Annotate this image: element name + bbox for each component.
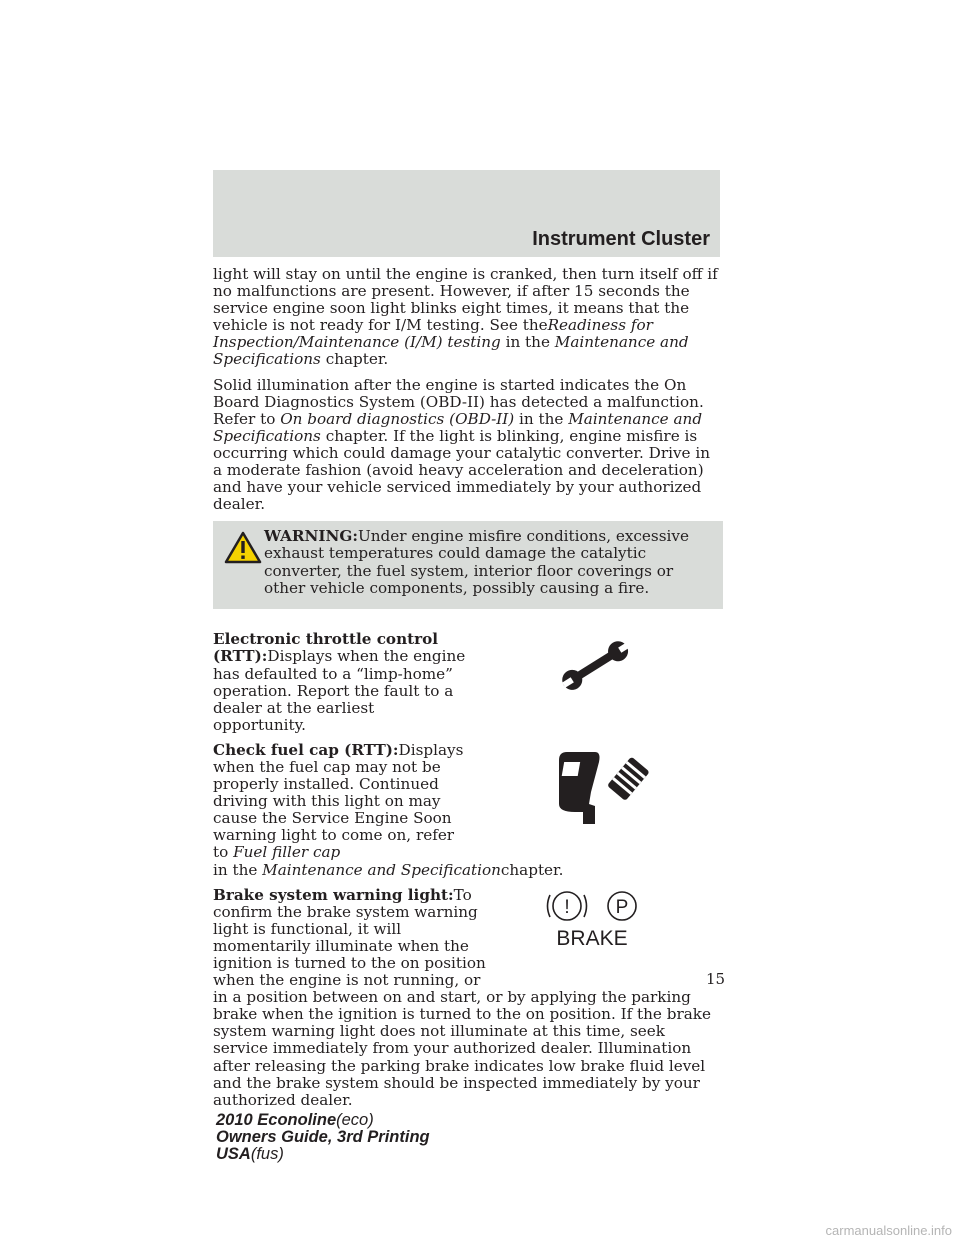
header-band	[213, 170, 720, 257]
footer-line-1: 2010 Econoline(eco)	[216, 1111, 374, 1129]
throttle-heading: Electronic throttle control (RTT):	[213, 630, 439, 666]
paragraph-throttle: Electronic throttle control (RTT):Displays when the engine has defaulted to a “limp-home” operation. Report the fault to a dealer at the earliest opportunity.	[213, 630, 466, 734]
brake-heading: Brake system warning light:	[213, 885, 454, 904]
wrench-icon	[556, 639, 636, 691]
footer-line-2: Owners Guide, 3rd Printing	[216, 1128, 430, 1146]
page-number: 15	[706, 970, 726, 988]
fuel-cap-section	[213, 742, 723, 879]
brake-section	[213, 885, 726, 1109]
ref-fuel-filler: Fuel filler cap	[233, 843, 341, 862]
paragraph-fuel-cap-tail: in the Maintenance and Specificationchapter.	[213, 860, 564, 879]
throttle-section	[213, 631, 723, 734]
fuel-cap-heading: Check fuel cap (RTT):	[213, 740, 399, 759]
brake-warning-icon	[529, 889, 651, 959]
brake-excl-label: !	[564, 896, 570, 918]
footer-line-3: USA(fus)	[216, 1145, 284, 1163]
warning-text: WARNING:Under engine misfire conditions, excessive exhaust temperatures could damage the catalytic converter, the fuel system, interior floor coverings or other vehicle components, possibly causing a fire.	[264, 527, 689, 597]
section-title: Instrument Cluster	[532, 228, 710, 250]
paragraph-obd: Solid illumination after the engine is started indicates the On Board Diagnostics System (OBD-II) has detected a malfunction. Refer to On board diagnostics (OBD-II) in the Maintenance and Specifications chapter. If the light is blinking, engine misfire is occurring which could damage your catalytic converter. Drive in a moderate fashion (avoid heavy acceleration and deceleration) and have your vehicle serviced immediately by your authorized dealer.	[213, 375, 710, 514]
brake-p-label: P	[615, 896, 629, 918]
warning-label: WARNING:	[264, 527, 358, 546]
paragraph-brake: Brake system warning light:To confirm the brake system warning light is functional, it will momentarily illuminate when the ignition is turned to the on position when the engine is not running, or in a position between on and start, or by applying the parking brake when the ignition is turned to the on position. If the brake system warning light does not illuminate at this time, seek service immediately from your authorized dealer. Illumination after releasing the parking brake indicates low brake fluid level and the brake system should be inspected immediately by your authorized dealer.	[213, 885, 711, 1109]
page-body	[213, 265, 726, 1109]
paragraph-misfire-intro: light will stay on until the engine is cranked, then turn itself off if no malfunctions are present. However, if after 15 seconds the service engine soon light blinks eight times, it means that the vehicle is not ready for I/M testing. See theReadiness for Inspection/Maintenance (I/M) testing in the Maintenance and Specifications chapter.	[213, 265, 718, 369]
fuel-cap-icon	[555, 746, 655, 826]
ref-maintenance-3: Maintenance and Specification	[262, 860, 501, 879]
warning-box	[213, 521, 723, 609]
ref-obd: On board diagnostics (OBD-II)	[280, 409, 515, 428]
footer	[216, 1112, 430, 1163]
ref-readiness: Readiness for Inspection/Maintenance (I/M) testing	[213, 316, 653, 352]
ref-maintenance-2: Maintenance and Specifications	[213, 409, 703, 445]
brake-word-label: BRAKE	[556, 926, 628, 950]
warning-triangle-icon	[224, 531, 262, 564]
watermark: carmanualsonline.info	[825, 1223, 952, 1238]
paragraph-fuel-cap: Check fuel cap (RTT):Displays when the fuel cap may not be properly installed. Continued driving with this light on may cause the Service Engine Soon warning light to come on, refer to Fuel filler cap	[213, 740, 464, 862]
ref-maintenance: Maintenance and Specifications	[213, 333, 689, 369]
